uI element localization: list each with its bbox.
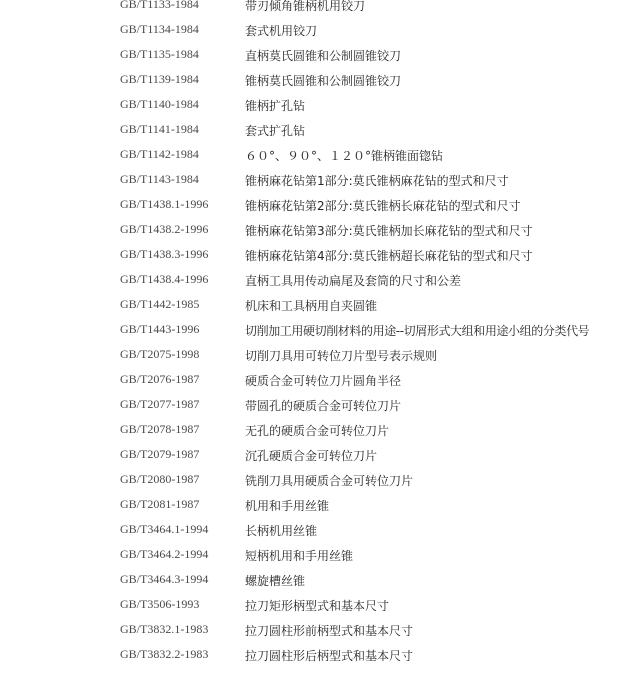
list-item: [0, 120, 632, 145]
standard-code: GB/T3832.1-1983: [120, 622, 209, 636]
standard-title: 铣削刀具用硬质合金可转位刀片: [245, 474, 414, 488]
standard-code: GB/T1142-1984: [120, 147, 199, 161]
standard-title: 拉刀圆柱形后柄型式和基本尺寸: [245, 649, 414, 663]
list-item: [0, 620, 632, 645]
list-item: [0, 20, 632, 45]
standard-code: GB/T2080-1987: [120, 472, 200, 486]
list-item: [0, 420, 632, 445]
standard-title: 沉孔硬质合金可转位刀片: [245, 449, 378, 463]
list-item: [0, 645, 632, 670]
standard-code: GB/T1438.1-1996: [120, 197, 209, 211]
standard-code: GB/T1442-1985: [120, 297, 200, 311]
standard-code: GB/T2077-1987: [120, 397, 200, 411]
standard-code: GB/T3464.3-1994: [120, 572, 209, 586]
standard-title: ６０°、９０°、１２０°锥柄锥面锪钻: [245, 149, 444, 163]
standard-title: 锥柄麻花钻第4部分:莫氏锥柄超长麻花钻的型式和尺寸: [245, 249, 533, 263]
standard-code: GB/T1438.4-1996: [120, 272, 209, 286]
list-item: [0, 470, 632, 495]
standard-code: GB/T2078-1987: [120, 422, 200, 436]
standard-code: GB/T1140-1984: [120, 97, 199, 111]
standard-code: GB/T1133-1984: [120, 0, 199, 11]
standard-title: 硬质合金可转位刀片圆角半径: [245, 374, 402, 388]
list-item: [0, 45, 632, 70]
standard-title: 带圆孔的硬质合金可转位刀片: [245, 399, 402, 413]
list-item: [0, 370, 632, 395]
standard-title: 机床和工具柄用自夹圆锥: [245, 299, 378, 313]
standard-title: 长柄机用丝锥: [245, 524, 318, 538]
list-item: [0, 295, 632, 320]
standard-title: 短柄机用和手用丝锥: [245, 549, 354, 563]
standard-title: 锥柄麻花钻第1部分:莫氏锥柄麻花钻的型式和尺寸: [245, 174, 509, 188]
standard-title: 拉刀矩形柄型式和基本尺寸: [245, 599, 390, 613]
list-item: [0, 395, 632, 420]
list-item: [0, 0, 632, 20]
standard-title: 锥柄扩孔钻: [245, 99, 306, 113]
standard-title: 切削加工用硬切削材料的用途--切屑形式大组和用途小组的分类代号: [245, 324, 590, 338]
standard-title: 锥柄麻花钻第3部分:莫氏锥柄加长麻花钻的型式和尺寸: [245, 224, 533, 238]
standard-title: 切削刀具用可转位刀片型号表示规则: [245, 349, 438, 363]
list-item: [0, 570, 632, 595]
list-item: [0, 270, 632, 295]
standard-code: GB/T2081-1987: [120, 497, 200, 511]
standard-code: GB/T1141-1984: [120, 122, 199, 136]
list-item: [0, 170, 632, 195]
list-item: [0, 95, 632, 120]
standard-title: 锥柄麻花钻第2部分:莫氏锥柄长麻花钻的型式和尺寸: [245, 199, 521, 213]
standard-code: GB/T3464.2-1994: [120, 547, 209, 561]
standard-title: 套式扩孔钻: [245, 124, 306, 138]
standard-title: 直柄莫氏圆锥和公制圆锥铰刀: [245, 49, 402, 63]
standard-code: GB/T1443-1996: [120, 322, 200, 336]
standard-title: 锥柄莫氏圆锥和公制圆锥铰刀: [245, 74, 402, 88]
standard-title: 拉刀圆柱形前柄型式和基本尺寸: [245, 624, 414, 638]
standard-code: GB/T3832.2-1983: [120, 647, 209, 661]
standard-code: GB/T2076-1987: [120, 372, 200, 386]
standard-title: 套式机用铰刀: [245, 24, 318, 38]
standard-title: 螺旋槽丝锥: [245, 574, 306, 588]
standard-code: GB/T1134-1984: [120, 22, 199, 36]
list-item: [0, 220, 632, 245]
list-item: [0, 320, 632, 345]
standard-title: 无孔的硬质合金可转位刀片: [245, 424, 390, 438]
list-item: [0, 345, 632, 370]
standard-title: 机用和手用丝锥: [245, 499, 330, 513]
standard-title: 直柄工具用传动扁尾及套筒的尺寸和公差: [245, 274, 462, 288]
standard-title: 带刃倾角锥柄机用铰刀: [245, 0, 366, 13]
standard-code: GB/T3464.1-1994: [120, 522, 209, 536]
standard-code: GB/T2075-1998: [120, 347, 200, 361]
standard-code: GB/T1139-1984: [120, 72, 199, 86]
list-item: [0, 595, 632, 620]
list-item: [0, 545, 632, 570]
standard-code: GB/T1438.2-1996: [120, 222, 209, 236]
list-item: [0, 70, 632, 95]
list-item: [0, 245, 632, 270]
list-item: [0, 195, 632, 220]
standard-code: GB/T1143-1984: [120, 172, 199, 186]
list-item: [0, 520, 632, 545]
standard-code: GB/T1135-1984: [120, 47, 199, 61]
list-item: [0, 145, 632, 170]
standard-code: GB/T3506-1993: [120, 597, 200, 611]
standard-code: GB/T1438.3-1996: [120, 247, 209, 261]
list-item: [0, 445, 632, 470]
standard-code: GB/T2079-1987: [120, 447, 200, 461]
list-item: [0, 495, 632, 520]
